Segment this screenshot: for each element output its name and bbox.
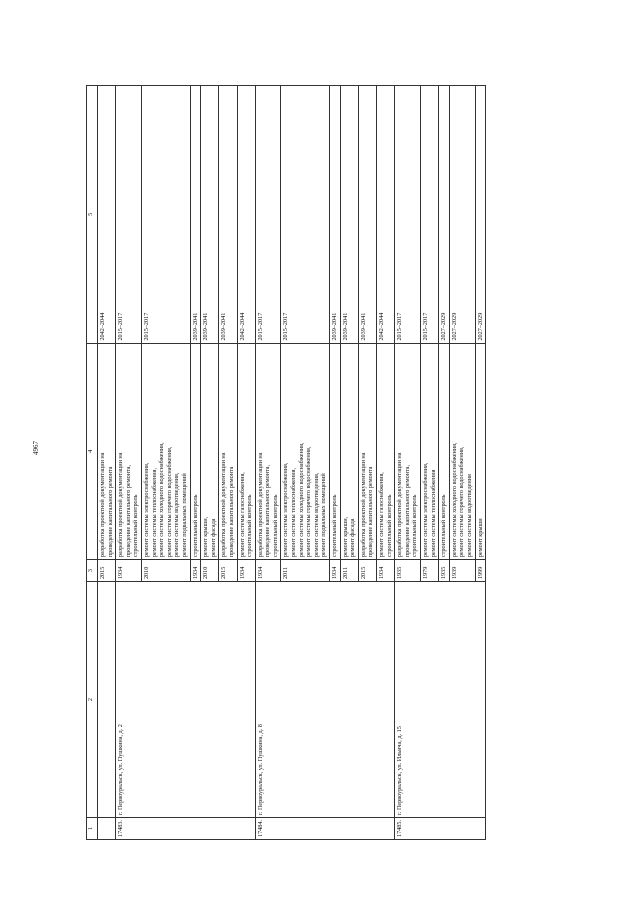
planned-period: 2039–2041 bbox=[340, 86, 358, 344]
work-type-line: ремонт крыши, bbox=[341, 516, 349, 558]
work-type-line: строительный контроль bbox=[331, 494, 339, 558]
work-type-line: строительный контроль bbox=[271, 494, 279, 558]
column-header: 4 bbox=[87, 343, 98, 560]
work-types bbox=[395, 343, 421, 560]
planned-period: 2039–2041 bbox=[201, 86, 219, 344]
commission-year: 1934 bbox=[377, 560, 395, 582]
house-address bbox=[98, 582, 116, 818]
work-type-line: ремонт системы горячего водоснабжения, bbox=[165, 446, 173, 558]
commission-year: 1934 bbox=[116, 560, 142, 582]
work-type-line: ремонт системы водоотведения bbox=[465, 474, 473, 558]
commission-year: 2011 bbox=[281, 560, 330, 582]
commission-year: 1939 bbox=[449, 560, 475, 582]
planned-period: 2042–2044 bbox=[377, 86, 395, 344]
work-type-line: строительный контроль bbox=[385, 494, 393, 558]
work-type-line: разработка проектной документации на bbox=[220, 452, 228, 558]
work-type-line: ремонт подвальных помещений bbox=[180, 473, 188, 558]
work-type-line: строительный контроль bbox=[246, 494, 254, 558]
work-type-line: ремонт системы горячего водоснабжения, bbox=[305, 446, 313, 558]
table-row bbox=[98, 86, 116, 840]
house-number: 17484. bbox=[255, 817, 395, 839]
work-type-line: ремонт подвальных помещений bbox=[320, 473, 328, 558]
commission-year: 1979 bbox=[420, 560, 438, 582]
house-address: г. Первоуральск, ул. Пушкина, д. 8 bbox=[255, 582, 395, 818]
work-type-line: проведение капитального ремонта bbox=[106, 466, 114, 558]
work-type-line: ремонт крыши bbox=[476, 518, 484, 558]
work-types bbox=[255, 343, 281, 560]
work-type-line: строительный контроль bbox=[132, 494, 140, 558]
table-row bbox=[116, 86, 142, 840]
planned-period: 2039–2041 bbox=[190, 86, 201, 344]
planned-period: 2039–2041 bbox=[219, 86, 237, 344]
commission-year: 1934 bbox=[330, 560, 341, 582]
column-header: 2 bbox=[87, 582, 98, 818]
commission-year: 1935 bbox=[439, 560, 450, 582]
work-types bbox=[237, 343, 255, 560]
planned-period: 2027–2029 bbox=[475, 86, 486, 344]
work-type-line: ремонт системы электроснабжения, bbox=[282, 462, 290, 558]
house-number bbox=[98, 817, 116, 839]
work-type-line: строительный контроль bbox=[411, 494, 419, 558]
work-types bbox=[219, 343, 237, 560]
work-types bbox=[475, 343, 486, 560]
planned-period: 2039–2041 bbox=[330, 86, 341, 344]
work-type-line: разработка проектной документации на bbox=[117, 452, 125, 558]
work-types bbox=[116, 343, 142, 560]
work-type-line: проведение капитального ремонта bbox=[367, 466, 375, 558]
planned-period: 2039–2041 bbox=[358, 86, 376, 344]
work-type-line: проведение капитального ремонта, bbox=[403, 464, 411, 558]
work-type-line: ремонт фасада bbox=[349, 518, 357, 558]
planned-period: 2015–2017 bbox=[281, 86, 330, 344]
table-row bbox=[255, 86, 281, 840]
work-type-line: ремонт системы холодного водоснабжения, bbox=[450, 442, 458, 558]
table-row bbox=[395, 86, 421, 840]
commission-year: 1934 bbox=[255, 560, 281, 582]
work-type-line: разработка проектной документации на bbox=[359, 452, 367, 558]
work-type-line: разработка проектной документации на bbox=[256, 452, 264, 558]
house-address: г. Первоуральск, ул. Ильича, д. 15 bbox=[395, 582, 486, 818]
rotated-page-content bbox=[86, 85, 606, 840]
work-type-line: ремонт системы газоснабжения, bbox=[238, 472, 246, 558]
work-type-line: ремонт системы теплоснабжения bbox=[429, 469, 437, 558]
work-types bbox=[281, 343, 330, 560]
work-types bbox=[340, 343, 358, 560]
work-type-line: ремонт системы теплоснабжения, bbox=[290, 467, 298, 558]
planned-period: 2015–2017 bbox=[255, 86, 281, 344]
planned-period: 2027–2029 bbox=[449, 86, 475, 344]
commission-year: 2015 bbox=[358, 560, 376, 582]
page-number: 4967 bbox=[32, 441, 40, 455]
work-types bbox=[190, 343, 201, 560]
work-type-line: строительный контроль bbox=[191, 494, 199, 558]
house-number: 17483. bbox=[116, 817, 256, 839]
work-type-line: ремонт системы водоотведения, bbox=[173, 472, 181, 558]
work-type-line: разработка проектной документации на bbox=[396, 452, 404, 558]
work-type-line: ремонт системы электроснабжения, bbox=[421, 462, 429, 558]
work-types bbox=[330, 343, 341, 560]
work-type-line: ремонт системы холодного водоснабжения, bbox=[158, 442, 166, 558]
planned-period: 2015–2017 bbox=[420, 86, 438, 344]
planned-period: 2027–2029 bbox=[439, 86, 450, 344]
work-type-line: разработка проектной документации на bbox=[99, 452, 106, 558]
work-type-line: ремонт системы горячего водоснабжения, bbox=[458, 446, 466, 558]
planned-period: 2015–2017 bbox=[116, 86, 142, 344]
work-type-line: ремонт системы теплоснабжения, bbox=[150, 467, 158, 558]
column-number-row bbox=[87, 86, 98, 840]
commission-year: 2015 bbox=[98, 560, 116, 582]
table-body bbox=[98, 86, 486, 840]
house-number: 17485. bbox=[395, 817, 486, 839]
planned-period: 2042–2044 bbox=[98, 86, 116, 344]
work-types bbox=[201, 343, 219, 560]
work-types bbox=[439, 343, 450, 560]
column-header: 1 bbox=[87, 817, 98, 839]
commission-year: 1999 bbox=[475, 560, 486, 582]
work-types bbox=[358, 343, 376, 560]
commission-year: 1934 bbox=[190, 560, 201, 582]
commission-year: 2015 bbox=[219, 560, 237, 582]
commission-year: 2010 bbox=[141, 560, 190, 582]
commission-year: 1935 bbox=[395, 560, 421, 582]
work-type-line: ремонт системы холодного водоснабжения, bbox=[297, 442, 305, 558]
work-type-line: проведение капитального ремонта, bbox=[264, 464, 272, 558]
house-address: г. Первоуральск, ул. Пушкина, д. 2 bbox=[116, 582, 256, 818]
column-header: 3 bbox=[87, 560, 98, 582]
work-type-line: проведение капитального ремонта bbox=[227, 466, 235, 558]
work-type-line: ремонт системы водоотведения, bbox=[312, 472, 320, 558]
commission-year: 2010 bbox=[201, 560, 219, 582]
work-type-line: ремонт системы электроснабжения, bbox=[142, 462, 150, 558]
work-types bbox=[377, 343, 395, 560]
commission-year: 1934 bbox=[237, 560, 255, 582]
work-types bbox=[420, 343, 438, 560]
column-header: 5 bbox=[87, 86, 98, 344]
planned-period: 2015–2017 bbox=[141, 86, 190, 344]
work-type-line: ремонт системы газоснабжения, bbox=[378, 472, 385, 558]
work-type-line: проведение капитального ремонта, bbox=[124, 464, 132, 558]
work-types bbox=[141, 343, 190, 560]
work-type-line: ремонт фасада bbox=[209, 518, 217, 558]
planned-period: 2042–2044 bbox=[237, 86, 255, 344]
work-type-line: ремонт крыши, bbox=[202, 516, 210, 558]
work-types bbox=[449, 343, 475, 560]
repair-schedule-table bbox=[86, 85, 486, 840]
work-type-line: строительный контроль bbox=[440, 494, 448, 558]
planned-period: 2015–2017 bbox=[395, 86, 421, 344]
commission-year: 2011 bbox=[340, 560, 358, 582]
work-types bbox=[98, 343, 116, 560]
